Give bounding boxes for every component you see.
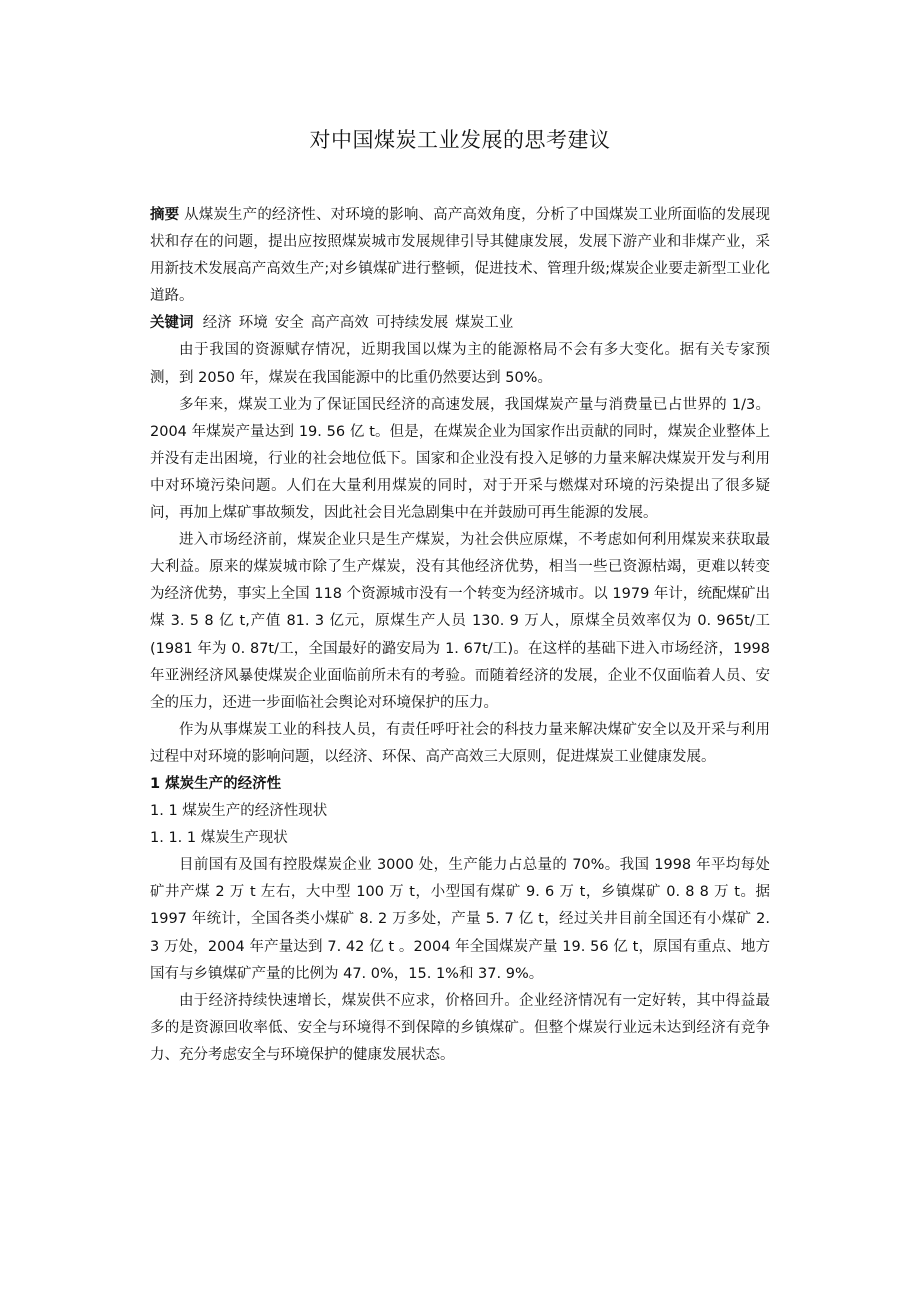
keywords-paragraph: [150, 310, 770, 337]
keyword: 环境: [238, 315, 268, 332]
keyword: 经济: [202, 315, 232, 332]
keyword: 高产高效: [310, 315, 369, 332]
keywords-label: 关键词: [150, 315, 194, 332]
body-paragraph: 作为从事煤炭工业的科技人员，有责任呼吁社会的科技力量来解决煤矿安全以及开采与利用过程中对环境的影响问题，以经济、环保、高产高效三大原则，促进煤炭工业健康发展。: [150, 721, 770, 765]
keyword: 安全: [274, 315, 304, 332]
document-title: 对中国煤炭工业发展的思考建议: [309, 128, 611, 152]
abstract-text: 从煤炭生产的经济性、对环境的影响、高产高效角度，分析了中国煤炭工业所面临的发展现状和存在的问题，提出应按照煤炭城市发展规律引导其健康发展，发展下游产业和非煤产业，采用新技术发展高产高效生产;对乡镇煤矿进行整顿，促进技术、管理升级;煤炭企业要走新型工业化道路。: [150, 207, 771, 305]
abstract-label: 摘要: [150, 207, 180, 223]
document-page: [150, 0, 770, 1302]
section-heading: 1 煤炭生产的经济性: [150, 775, 282, 792]
body-paragraph: 由于我国的资源赋存情况，近期我国以煤为主的能源格局不会有多大变化。据有关专家预测，到 2050 年，煤炭在我国能源中的比重仍然要达到 50%。: [150, 342, 770, 386]
document-body: [150, 202, 770, 1069]
abstract-paragraph: [150, 202, 770, 310]
body-paragraph: 多年来，煤炭工业为了保证国民经济的高速发展，我国煤炭产量与消费量已占世界的 1/3。2004 年煤炭产量达到 19. 56 亿 t。但是，在煤炭企业为国家作出贡献的同时，煤炭企业整体上并没有走出困境，行业的社会地位低下。国家和企业没有投入足够的力量来解决煤炭开发与利用中对环境污染问题。人们在大量利用煤炭的同时，对于开采与燃煤对环境的污染提出了很多疑问，再加上煤矿事故频发，因此社会目光急剧集中在并鼓励可再生能源的发展。: [150, 396, 770, 522]
subsubsection-heading: 1. 1. 1 煤炭生产现状: [150, 830, 288, 847]
body-paragraph: 进入市场经济前，煤炭企业只是生产煤炭，为社会供应原煤，不考虑如何利用煤炭来获取最大利益。原来的煤炭城市除了生产煤炭，没有其他经济优势，相当一些已资源枯竭，更难以转变为经济优势，事实上全国 118 个资源城市没有一个转变为经济城市。以 1979 年计，统配煤矿出煤 3. 5 8 亿 t,产值 81. 3 亿元，原煤生产人员 130. 9 万人，原煤全员效率仅为 0. 965t/工(1981 年为 0. 87t/工，全国最好的潞安局为 1. 67t/工)。在这样的基础下进入市场经济，1998 年亚洲经济风暴使煤炭企业面临前所未有的考验。而随着经济的发展，企业不仅面临着人员、安全的压力，还进一步面临社会舆论对环境保护的压力。: [150, 532, 770, 711]
body-paragraph: 由于经济持续快速增长，煤炭供不应求，价格回升。企业经济情况有一定好转，其中得益最多的是资源回收率低、安全与环境得不到保障的乡镇煤矿。但整个煤炭行业远未达到经济有竞争力、充分考虑安全与环境保护的健康发展状态。: [150, 992, 770, 1063]
keyword: 煤炭工业: [455, 315, 514, 332]
keyword: 可持续发展: [375, 315, 449, 332]
body-paragraph: 目前国有及国有控股煤炭企业 3000 处，生产能力占总量的 70%。我国 1998 年平均每处矿井产煤 2 万 t 左右，大中型 100 万 t，小型国有煤矿 9. 6 万 t，乡镇煤矿 0. 8 8 万 t。据 1997 年统计，全国各类小煤矿 8. 2 万多处，产量 5. 7 亿 t，经过关井目前全国还有小煤矿 2. 3 万处，2004 年产量达到 7. 42 亿 t 。2004 年全国煤炭产量 19. 56 亿 t，原国有重点、地方国有与乡镇煤矿产量的比例为 47. 0%，15. 1%和 37. 9%。: [150, 857, 770, 982]
subsection-heading: 1. 1 煤炭生产的经济性现状: [150, 803, 328, 820]
